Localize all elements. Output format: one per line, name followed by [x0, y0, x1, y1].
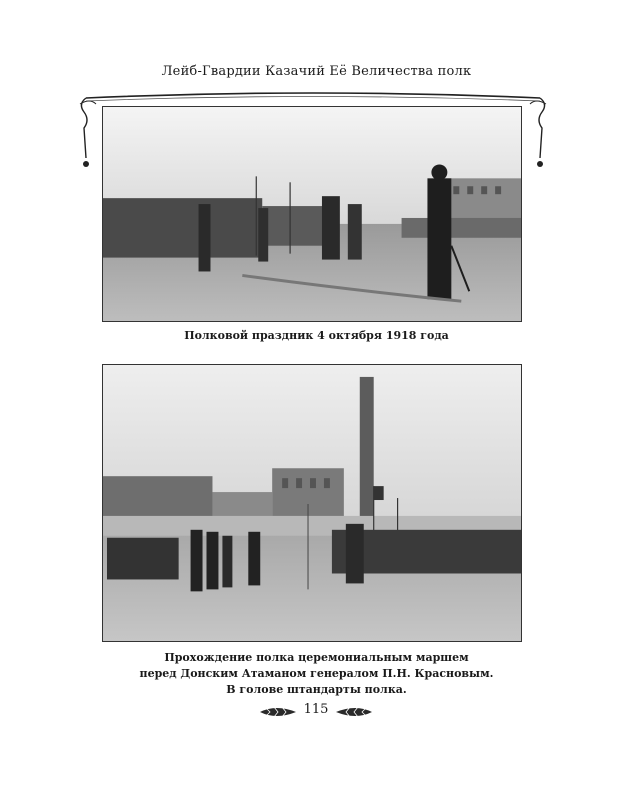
- running-header-title: Лейб-Гвардии Казачий Её Величества полк: [161, 64, 472, 79]
- photo-regimental-holiday: [102, 106, 522, 322]
- caption-line: перед Донским Атаманом генералом П.Н. Красновым.: [139, 667, 494, 680]
- photo-caption-2: [0, 650, 633, 698]
- page-footer: [256, 700, 376, 724]
- photo-caption-1: Полковой праздник 4 октября 1918 года: [184, 329, 449, 342]
- photo-ceremonial-march: [102, 364, 522, 642]
- caption-line: Прохождение полка церемониальным маршем: [164, 651, 469, 664]
- caption-line: В голове штандарты полка.: [226, 683, 407, 696]
- page-number: 115: [303, 702, 329, 717]
